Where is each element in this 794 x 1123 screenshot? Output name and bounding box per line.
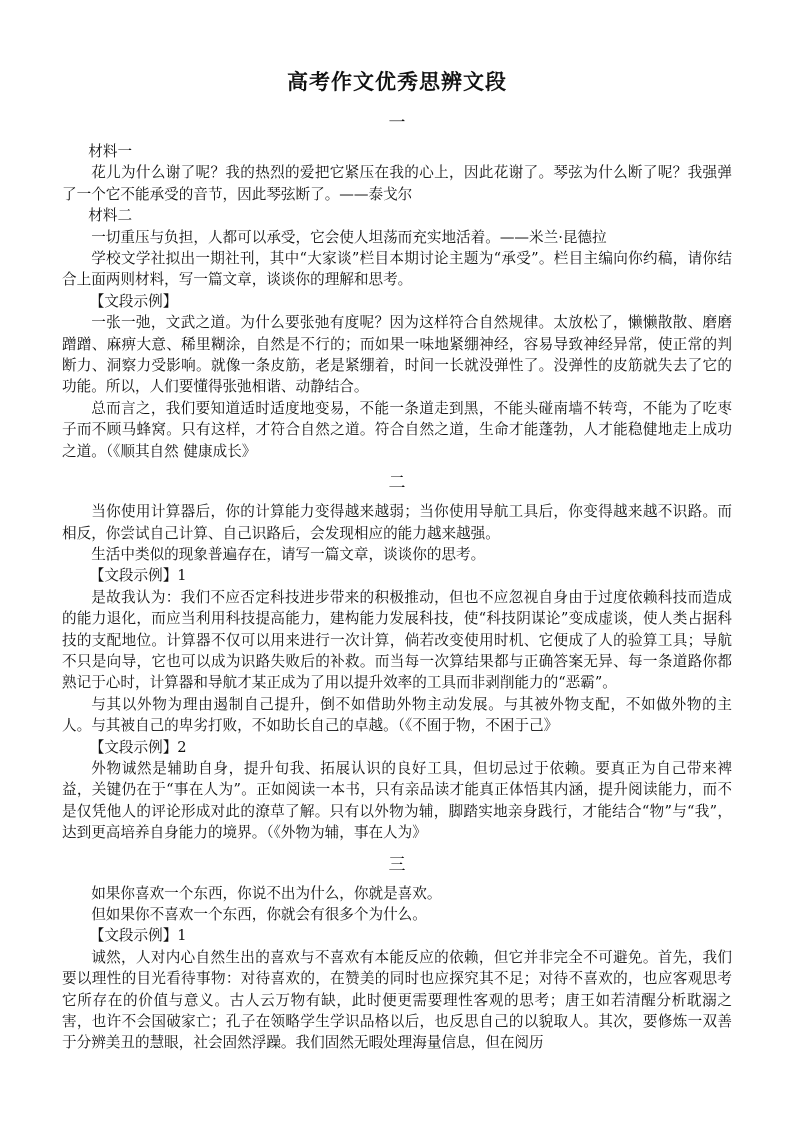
document-title: 高考作文优秀思辨文段 [287,69,507,94]
section-heading: 二 [388,473,406,494]
paragraph: 是故我认为：我们不应否定科技进步带来的积极推动，但也不应忽视自身由于过度依赖科技而造成的能力退化，而应当利用科技提高能力，建构能力发展科技，使“科技阴谋论”变成虚谈，使人类占据科技的支配地位。计算器不仅可以用来进行一次计算，倘若改变使用时机、它便成了人的验算工具；导航不只是向导，它也可以成为识路失败后的补救。而当每一次算结果都与正确答案无异、每一条道路你都熟记于心时，计算器和导航才某正成为了用以提升效率的工具而非剥削能力的“恶霸”。 [62,588,732,692]
paragraph: 生活中类似的现象普遍存在，请写一篇文章，谈谈你的思考。 [91,545,486,563]
paragraph: 学校文学社拟出一期社刊，其中“大家谈”栏目本期讨论主题为“承受”。栏目主编向你约稿，请你结合上面两则材料，写一篇文章，谈谈你的理解和思考。 [62,250,732,289]
paragraph: 一切重压与负担，人都可以承受，它会使人坦荡而充实地活着。——米兰·昆德拉 [91,228,607,246]
material-label: 材料一 [88,143,133,160]
paragraph: 【文段示例】2 [89,738,187,756]
paragraph: 花儿为什么谢了呢？我的热烈的爱把它紧压在我的心上，因此花谢了。琴弦为什么断了呢？我强弹了一个它不能承受的音节，因此琴弦断了。——泰戈尔 [62,164,732,203]
paragraph: 但如果你不喜欢一个东西，你就会有很多个为什么。 [91,906,427,923]
section-heading: 一 [388,113,406,133]
document-body [62,108,732,1054]
paragraph: 如果你喜欢一个东西，你说不出为什么，你就是喜欢。 [91,884,442,902]
paragraph: 外物诚然是辅助自身，提升旬我、拓展认识的良好工具，但切忌过于依赖。要真正为自己带来裨益，关键仍在于“事在人为”。正如阅读一本书，只有亲品读才能真正体悟其内涵，提升阅读能力，而不是仅凭他人的评论形成对此的潦草了解。只有以外物为辅，脚踏实地亲身践行，才能结合“物”与“我”，达到更高培养自身能力的境界。（《外物为辅，事在人为》 [62,759,732,842]
paragraph: 当你使用计算器后，你的计算能力变得越来越弱；当你使用导航工具后，你变得越来越不识路。而相反，你尝试自己计算、自己识路后，会发现相应的能力越来越强。 [62,503,732,542]
material-label: 材料二 [88,207,133,225]
paragraph: 与其以外物为理由遏制自己提升，倒不如借助外物主动发展。与其被外物支配，不如做外物的主人。与其被自己的卑劣打败，不如助长自己的卓越。（《不囿于物，不困于己》 [62,695,732,735]
paragraph: 一张一弛，文武之道。为什么要张弛有度呢？因为这样符合自然规律。太放松了，懒懒散散、磨磨蹭蹭、麻痹大意、稀里糊涂，自然是不行的；而如果一味地紧绷神经，容易导致神经异常，使正常的判断力、洞察力受影响。就像一条皮筋，老是紧绷着，时间一长就没弹性了。没弹性的皮筋就失去了它的功能。所以，人们要懂得张弛相谐、动静结合。 [62,314,732,396]
paragraph: 诚然，人对内心自然生出的喜欢与不喜欢有本能反应的依赖，但它并非完全不可避免。首先，我们要以理性的目光看待事物：对待喜欢的，在赞美的同时也应探究其不足；对待不喜欢的，也应客观思考它所存在的价值与意义。古人云万物有缺，此时便更需要理性客观的思考；唐王如若清醒分析耽溺之害，也许不会国破家亡；孔子在领略学生学识品格以后，也反思自己的以貌取人。其次，要修炼一双善于分辨美丑的慧眼，社会固然浮躁。我们固然无暇处理海量信息，但在阅历 [62,948,732,1052]
paragraph: 【文段示例】1 [89,927,187,945]
section-heading: 三 [388,854,406,875]
paragraph: 总而言之，我们要知道适时适度地变易，不能一条道走到黑，不能头碰南墙不转弯，不能为了吃枣子而不顾马蜂窝。只有这样，才符合自然之道。符合自然之道，生命才能蓬勃，人才能稳健地走上成功之道。（《顺其自然 健康成长》 [62,399,732,460]
paragraph: 【文段示例】 [89,292,178,310]
paragraph: 【文段示例】1 [89,567,187,585]
